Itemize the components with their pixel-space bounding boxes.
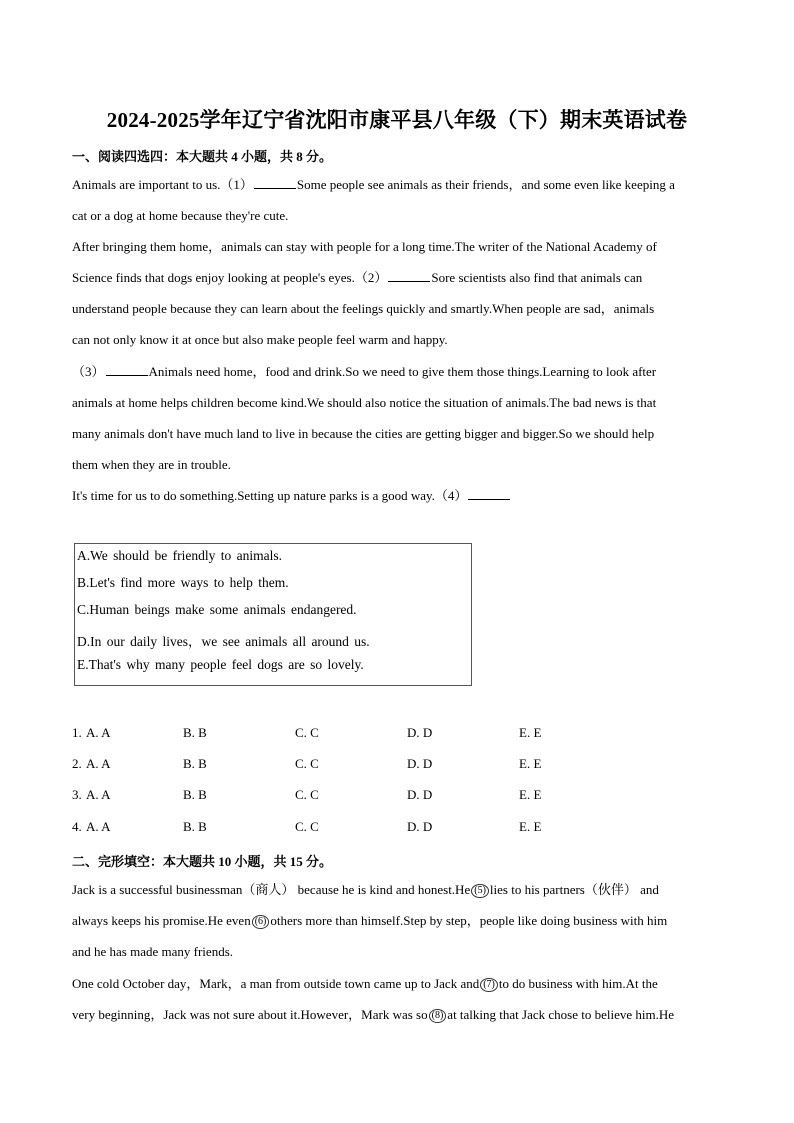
passage-paragraph-4 <box>72 480 722 511</box>
text-segment: very beginning，Jack was not sure about it.However，Mark was so <box>72 1007 428 1022</box>
text-segment: （3） <box>72 364 105 379</box>
choice-c[interactable]: C. C <box>295 819 319 834</box>
section-1-heading: 一、阅读四选四：本大题共 4 小题，共 8 分。 <box>72 149 333 164</box>
options-box <box>74 543 472 686</box>
cloze-blank-5[interactable]: (5) <box>471 884 489 898</box>
option-e: E.That's why many people feel dogs are so lovely. <box>77 657 364 672</box>
choice-a[interactable]: A. A <box>86 756 111 771</box>
text-segment: Animals need home，food and drink.So we need to give them those things.Learning to look after <box>148 364 657 379</box>
choice-d[interactable]: D. D <box>407 819 433 834</box>
text-segment: One cold October day，Mark，a man from outside town came up to Jack and <box>72 976 480 991</box>
paragraph-line: animals at home helps children become kind.We should also notice the situation of animals.The bad news is that <box>72 395 657 410</box>
cloze-blank-7[interactable]: (7) <box>480 978 498 992</box>
paragraph-line <box>72 905 722 936</box>
question-number: 1. <box>72 725 82 740</box>
paragraph-line: After bringing them home，animals can stay with people for a long time.The writer of the National Academy of <box>72 239 657 254</box>
passage-paragraph-2 <box>72 231 722 355</box>
choice-a[interactable]: A. A <box>86 787 111 802</box>
answer-blank-2 <box>388 269 430 282</box>
paragraph-line <box>72 999 722 1030</box>
text-segment: Animals are important to us.（1） <box>72 177 253 192</box>
choice-d[interactable]: D. D <box>407 725 433 740</box>
question-number: 2. <box>72 756 82 771</box>
text-segment: Some people see animals as their friends，and some even like keeping a <box>296 177 675 192</box>
text-segment: Science finds that dogs enjoy looking at people's eyes.（2） <box>72 270 388 285</box>
answer-blank-4 <box>468 487 510 500</box>
question-number: 4. <box>72 819 82 834</box>
text-segment: lies to his partners（伙伴） and <box>489 882 659 897</box>
paragraph-line <box>72 874 722 905</box>
paragraph-line <box>72 356 722 387</box>
passage-paragraph-3 <box>72 356 722 480</box>
choice-b[interactable]: B. B <box>183 787 207 802</box>
paragraph-line: many animals don't have much land to live in because the cities are getting bigger and bigger.So we should help <box>72 426 655 441</box>
choice-e[interactable]: E. E <box>519 756 542 771</box>
passage-paragraph-1 <box>72 169 722 231</box>
paragraph-line <box>72 968 722 999</box>
text-segment: Sore scientists also find that animals can <box>431 270 643 285</box>
choice-a[interactable]: A. A <box>86 725 111 740</box>
paragraph-line <box>72 480 722 511</box>
choice-a[interactable]: A. A <box>86 819 111 834</box>
paragraph-line: can not only know it at once but also make people feel warm and happy. <box>72 332 448 347</box>
choice-c[interactable]: C. C <box>295 787 319 802</box>
section-2-heading: 二、完形填空：本大题共 10 小题，共 15 分。 <box>72 854 333 869</box>
choice-d[interactable]: D. D <box>407 756 433 771</box>
choice-e[interactable]: E. E <box>519 725 542 740</box>
paragraph-line: cat or a dog at home because they're cute. <box>72 208 289 223</box>
choice-d[interactable]: D. D <box>407 787 433 802</box>
text-segment: at talking that Jack chose to believe him.He <box>447 1007 675 1022</box>
option-b: B.Let's find more ways to help them. <box>77 575 289 590</box>
paragraph-line: them when they are in trouble. <box>72 457 231 472</box>
cloze-paragraph-1 <box>72 874 722 967</box>
paragraph-line: understand people because they can learn about the feelings quickly and smartly.When people are sad，animals <box>72 301 655 316</box>
text-segment: Jack is a successful businessman（商人） because he is kind and honest.He <box>72 882 471 897</box>
choice-c[interactable]: C. C <box>295 725 319 740</box>
option-d: D.In our daily lives，we see animals all around us. <box>77 634 370 649</box>
text-segment: others more than himself.Step by step，people like doing business with him <box>270 913 668 928</box>
text-segment: to do business with him.At the <box>498 976 658 991</box>
paragraph-line <box>72 262 722 293</box>
cloze-paragraph-2 <box>72 968 722 1030</box>
choice-e[interactable]: E. E <box>519 819 542 834</box>
choice-c[interactable]: C. C <box>295 756 319 771</box>
page-title: 2024-2025学年辽宁省沈阳市康平县八年级（下）期末英语试卷 <box>106 108 688 132</box>
choice-e[interactable]: E. E <box>519 787 542 802</box>
choice-b[interactable]: B. B <box>183 725 207 740</box>
text-segment: It's time for us to do something.Setting up nature parks is a good way.（4） <box>72 488 468 503</box>
text-segment: always keeps his promise.He even <box>72 913 251 928</box>
option-a: A.We should be friendly to animals. <box>77 548 282 563</box>
answer-blank-3 <box>106 363 148 376</box>
answer-blank-1 <box>254 176 296 189</box>
cloze-blank-6[interactable]: (6) <box>252 915 270 929</box>
cloze-blank-8[interactable]: (8) <box>429 1009 447 1023</box>
choice-b[interactable]: B. B <box>183 756 207 771</box>
paragraph-line <box>72 169 722 200</box>
option-c: C.Human beings make some animals endangered. <box>77 602 357 617</box>
paragraph-line: and he has made many friends. <box>72 944 234 959</box>
choice-b[interactable]: B. B <box>183 819 207 834</box>
question-number: 3. <box>72 787 82 802</box>
